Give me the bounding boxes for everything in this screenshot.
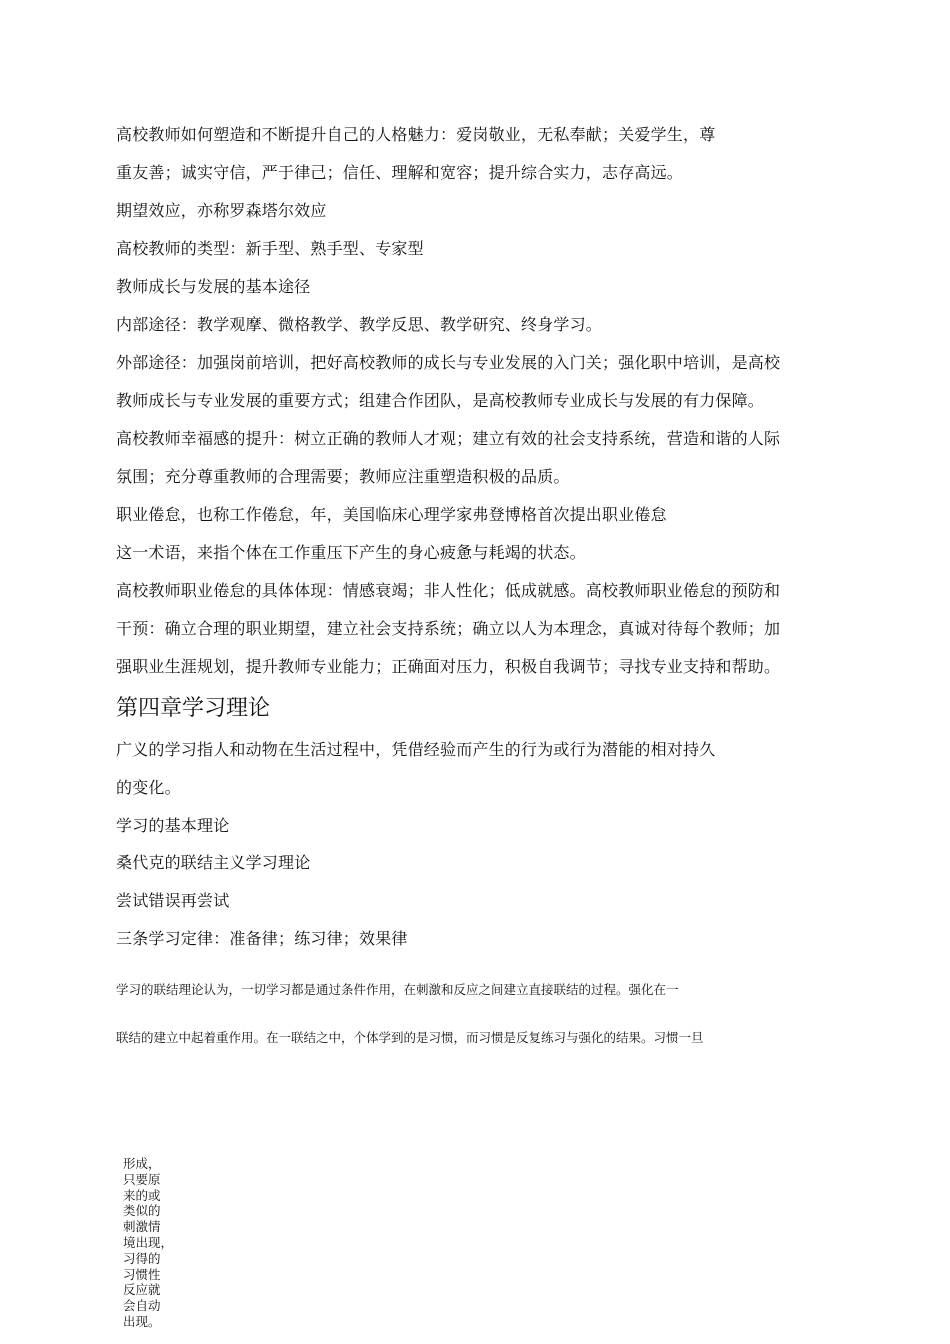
narrow-text-line: 反应就: [123, 1282, 161, 1298]
narrow-text-line: 来的或: [123, 1187, 161, 1203]
narrow-text-line: 只要原: [123, 1171, 161, 1187]
narrow-text-line: 形成，: [123, 1156, 161, 1171]
narrow-text-line: 刺激情: [123, 1219, 161, 1235]
chapter-paragraph-line: 三条学习定律：准备律；练习律；效果律: [116, 929, 408, 948]
paragraph-line: 期望效应，亦称罗森塔尔效应: [116, 201, 327, 220]
paragraph-line: 高校教师幸福感的提升：树立正确的教师人才观；建立有效的社会支持系统，营造和谐的人际: [116, 429, 781, 448]
chapter-title: 第四章学习理论: [116, 696, 271, 721]
paragraph-line: 职业倦怠，也称工作倦怠，年，美国临床心理学家弗登博格首次提出职业倦怠: [116, 505, 667, 524]
chapter-paragraph-line: 广义的学习指人和动物在生活过程中，凭借经验而产生的行为或行为潜能的相对持久: [116, 740, 716, 759]
paragraph-line: 内部途径：教学观摩、微格教学、教学反思、教学研究、终身学习。: [116, 315, 603, 334]
paragraph-line: 高校教师如何塑造和不断提升自己的人格魅力：爱岗敬业，无私奉献；关爱学生，尊: [116, 125, 716, 144]
paragraph-line: 强职业生涯规划，提升教师专业能力；正确面对压力，积极自我调节；寻找专业支持和帮助。: [116, 657, 781, 676]
chapter-paragraph-line: 尝试错误再尝试: [116, 891, 230, 910]
paragraph-line: 高校教师职业倦怠的具体体现：情感衰竭；非人性化；低成就感。高校教师职业倦怠的预防和: [116, 581, 781, 600]
narrow-text-line: 会自动: [123, 1298, 161, 1314]
paragraph-line: 重友善；诚实守信，严于律己；信任、理解和宽容；提升综合实力，志存高远。: [116, 163, 684, 182]
paragraph-line: 教师成长与发展的基本途径: [116, 277, 311, 296]
small-paragraph-line: 联结的建立中起着重作用。在一联结之中，个体学到的是习惯，而习惯是反复练习与强化的结果。习惯一旦: [116, 1030, 704, 1045]
narrow-text-line: 出现。: [123, 1313, 161, 1329]
narrow-text-column: [123, 1156, 183, 1330]
paragraph-line: 高校教师的类型：新手型、熟手型、专家型: [116, 239, 424, 258]
narrow-text-line: 类似的: [123, 1203, 161, 1219]
narrow-text-line: 习得的: [123, 1250, 161, 1266]
paragraph-line: 外部途径：加强岗前培训，把好高校教师的成长与专业发展的入门关；强化职中培训，是高校: [116, 353, 781, 372]
paragraph-line: 这一术语，来指个体在工作重压下产生的身心疲惫与耗竭的状态。: [116, 543, 586, 562]
narrow-text-line: 习惯性: [123, 1266, 161, 1282]
paragraph-line: 氛围；充分尊重教师的合理需要；教师应注重塑造积极的品质。: [116, 467, 570, 486]
chapter-paragraph-line: 桑代克的联结主义学习理论: [116, 853, 311, 872]
paragraph-line: 干预：确立合理的职业期望，建立社会支持系统；确立以人为本理念，真诚对待每个教师；加: [116, 619, 781, 638]
chapter-paragraph-line: 的变化。: [116, 778, 181, 797]
chapter-paragraph-line: 学习的基本理论: [116, 816, 230, 835]
paragraph-line: 教师成长与专业发展的重要方式；组建合作团队，是高校教师专业成长与发展的有力保障。: [116, 391, 765, 410]
small-paragraph-line: 学习的联结理论认为，一切学习都是通过条件作用，在刺激和反应之间建立直接联结的过程。强化在一: [116, 982, 679, 997]
narrow-text-line: 境出现，: [123, 1234, 174, 1250]
